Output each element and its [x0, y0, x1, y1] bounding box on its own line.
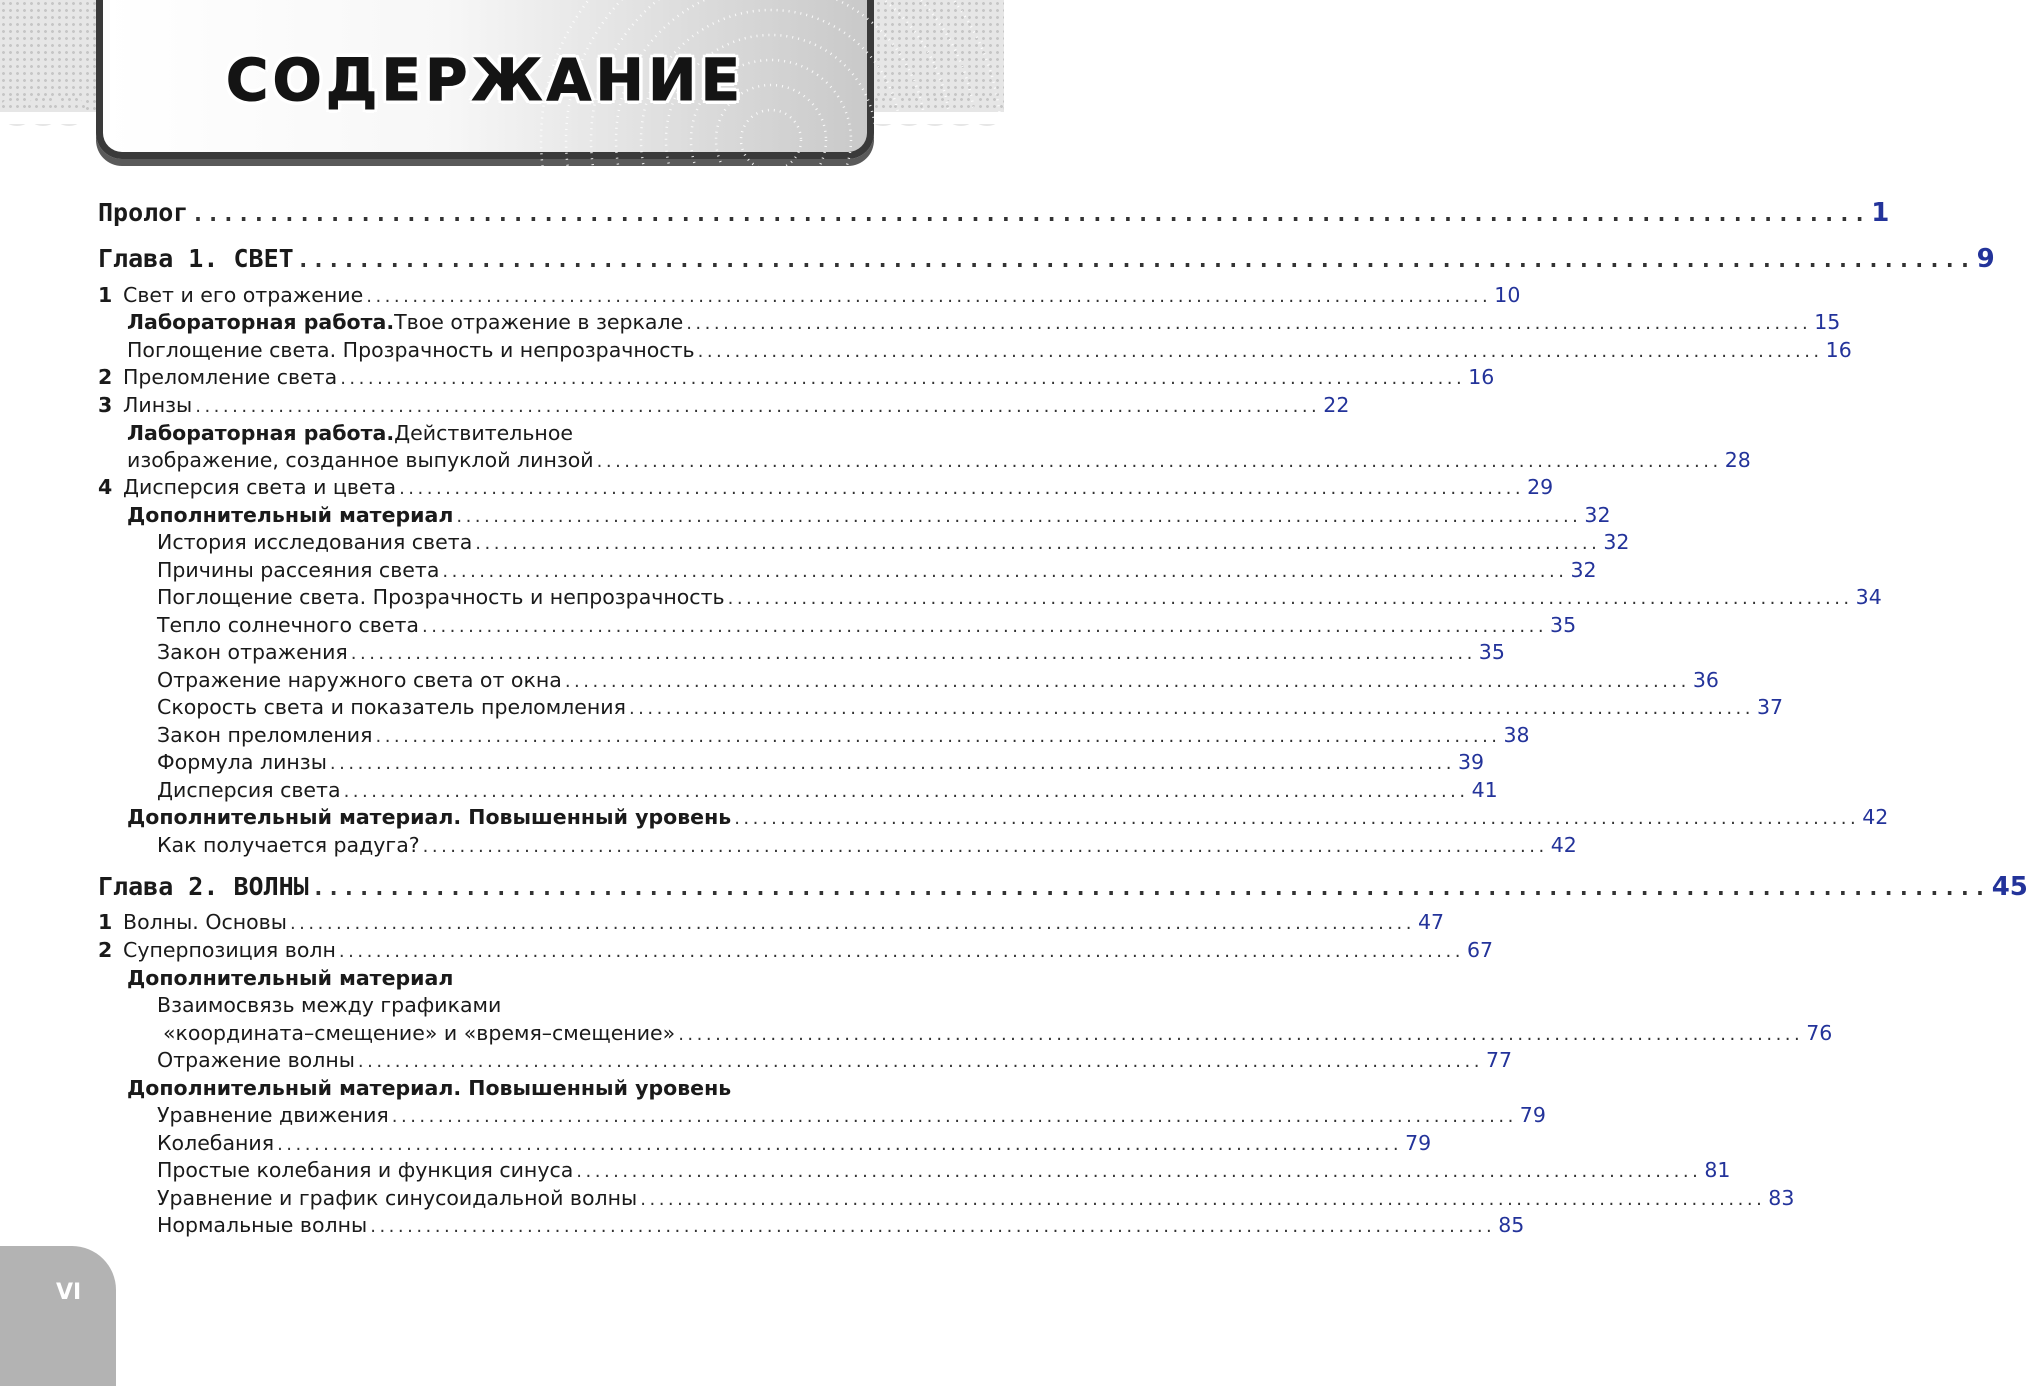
toc-page-number: 83	[1768, 1186, 1795, 1210]
toc-entry[interactable]	[127, 805, 1889, 829]
toc-entry[interactable]	[157, 1186, 1795, 1210]
toc-entry-label: Дисперсия света	[157, 778, 341, 802]
dot-leader: ..........................................................................................................................	[697, 341, 1823, 362]
dot-leader: ..........................................................................................................................	[640, 1189, 1766, 1210]
dot-leader: ..........................................................................................................................	[391, 1106, 1517, 1127]
toc-entry[interactable]	[127, 966, 855, 990]
toc-entry-label: Колебания	[157, 1131, 275, 1155]
toc-entry-label: Тепло солнечного света	[157, 613, 419, 637]
toc-entry[interactable]	[127, 503, 1611, 527]
toc-entry[interactable]	[157, 1048, 1513, 1072]
section-number: 2	[98, 365, 113, 389]
toc-page-number: 22	[1323, 393, 1350, 417]
dot-leader: ..........................................................................................................................	[399, 478, 1525, 499]
dot-leader: ..........................................................................................................................	[596, 451, 1722, 472]
toc-entry-label: Поглощение света. Прозрачность и непрозрачность	[127, 338, 695, 362]
toc-entry-label: «координата–смещение» и «время–смещение»	[163, 1021, 676, 1045]
toc-entry-label: Действительное	[394, 421, 573, 445]
dot-leader: ..........................................................................................................................	[338, 941, 1464, 962]
dot-leader: ..........................................................................................................................	[277, 1134, 1403, 1155]
toc-entry-label-bold: Лабораторная работа.	[127, 310, 395, 334]
toc-entry[interactable]	[98, 283, 1521, 307]
toc-page-number: 29	[1527, 475, 1554, 499]
dot-leader: ..........................................................................................................................	[564, 671, 1690, 692]
toc-page-number: 28	[1724, 448, 1751, 472]
toc-page-number: 39	[1457, 750, 1485, 774]
toc-entry-label-bold: Дополнительный материал	[127, 503, 454, 527]
toc-entry-label-bold: Дополнительный материал	[127, 966, 454, 990]
dot-leader: ..........................................................................................................................	[375, 726, 1501, 747]
dot-leader: ..........................................................................................................................	[442, 561, 1568, 582]
toc-entry[interactable]	[98, 910, 1445, 934]
toc-entry[interactable]	[98, 365, 1495, 389]
dot-leader: ..........................................................................................................................	[370, 1216, 1496, 1237]
page-number: VI	[56, 1280, 82, 1305]
toc-entry-label: Взаимосвязь между графиками	[157, 993, 502, 1017]
toc-entry-label: Скорость света и показатель преломления	[157, 695, 626, 719]
toc-entry[interactable]	[157, 750, 1485, 774]
dot-leader: ..............................................................................................................	[296, 248, 1974, 273]
toc-page-number: 41	[1471, 778, 1498, 802]
toc-entry[interactable]	[127, 448, 1751, 472]
toc-page-number: 85	[1498, 1213, 1525, 1237]
toc-entry-label: Отражение волны	[157, 1048, 355, 1072]
dot-leader: ..........................................................................................................................	[628, 698, 1754, 719]
toc-page-number: 35	[1478, 640, 1505, 664]
toc-entry-label: Волны. Основы	[123, 910, 287, 934]
section-number: 4	[98, 475, 113, 499]
toc-entry-label: Преломление света	[123, 365, 338, 389]
page-title: СОДЕРЖАНИЕ	[225, 46, 745, 114]
toc-entry[interactable]	[157, 585, 1882, 609]
toc-entry-label: Как получается радуга?	[157, 833, 420, 857]
toc-entry[interactable]	[157, 668, 1719, 692]
toc-entry-label: История исследования света	[157, 530, 473, 554]
toc-entry-label: Глава 2. ВОЛНЫ	[98, 872, 309, 901]
toc-entry[interactable]	[98, 938, 1494, 962]
dot-leader: ..............................................................................................................	[311, 876, 1989, 901]
toc-entry-label: Линзы	[123, 393, 193, 417]
toc-entry-label: Пролог	[98, 198, 189, 227]
dot-leader: ..............................................................................................................	[191, 202, 1869, 227]
toc-entry-label: Формула линзы	[157, 750, 327, 774]
toc-entry[interactable]	[98, 475, 1554, 499]
toc-page-number: 79	[1405, 1131, 1432, 1155]
toc-entry-label: Простые колебания и функция синуса	[157, 1158, 574, 1182]
toc-page-number: 35	[1550, 613, 1577, 637]
toc-entry[interactable]	[163, 1021, 1833, 1045]
page-number-tab	[0, 1246, 116, 1386]
toc-page-number: 34	[1855, 585, 1882, 609]
toc-entry-label: Уравнение и график синусоидальной волны	[157, 1186, 638, 1210]
toc-page-number: 67	[1466, 938, 1494, 962]
toc-entry-label: Суперпозиция волн	[123, 938, 336, 962]
toc-page-number: 32	[1570, 558, 1597, 582]
toc-entry-label-bold: Лабораторная работа.	[127, 421, 395, 445]
toc-entry[interactable]	[157, 530, 1630, 554]
toc-entry[interactable]	[157, 723, 1530, 747]
toc-page-number: 47	[1418, 910, 1445, 934]
dot-leader: ..........................................................................................................................	[357, 1051, 1483, 1072]
toc-entry-label: Уравнение движения	[157, 1103, 389, 1127]
dot-leader: ..........................................................................................................................	[366, 286, 1492, 307]
toc-entry-label: Закон отражения	[157, 640, 348, 664]
dot-leader: ..........................................................................................................................	[678, 1024, 1804, 1045]
toc-entry-label-bold: Дополнительный материал. Повышенный уровень	[127, 1076, 732, 1100]
toc-entry[interactable]	[157, 833, 1577, 857]
section-number: 3	[98, 393, 113, 417]
toc-entry[interactable]	[98, 393, 1350, 417]
toc-page-number: 76	[1806, 1021, 1833, 1045]
dot-leader: ..........................................................................................................................	[350, 643, 1476, 664]
toc-entry-label: Свет и его отражение	[123, 283, 364, 307]
toc-prolog[interactable]	[98, 198, 1890, 228]
dot-leader: ..........................................................................................................................	[329, 753, 1455, 774]
toc-entry[interactable]	[127, 1076, 855, 1100]
toc-entry-label-bold: Дополнительный материал. Повышенный уровень	[127, 805, 732, 829]
toc-page-number: 10	[1494, 283, 1521, 307]
dot-leader: ..........................................................................................................................	[456, 506, 1582, 527]
toc-entry-label: Причины рассеяния света	[157, 558, 440, 582]
toc-entry-label: Закон преломления	[157, 723, 373, 747]
toc-page-number: 77	[1485, 1048, 1513, 1072]
dot-leader: ..........................................................................................................................	[343, 781, 1469, 802]
dot-leader: ..........................................................................................................................	[340, 368, 1466, 389]
dot-leader: ..........................................................................................................................	[422, 836, 1548, 857]
toc-chapter-2[interactable]	[98, 872, 2028, 902]
toc-page-number: 79	[1519, 1103, 1546, 1127]
toc-entry-label: изображение, созданное выпуклой линзой	[127, 448, 594, 472]
dot-leader: ..........................................................................................................................	[734, 808, 1860, 829]
toc-chapter-1[interactable]	[98, 244, 1995, 274]
toc-entry-label: Глава 1. СВЕТ	[98, 244, 294, 273]
dot-leader: ..........................................................................................................................	[195, 396, 1321, 417]
toc-page-number: 15	[1814, 310, 1841, 334]
toc-entry-label: Дисперсия света и цвета	[123, 475, 397, 499]
toc-page-number: 32	[1584, 503, 1611, 527]
toc-entry[interactable]	[157, 640, 1505, 664]
toc-entry[interactable]	[127, 421, 855, 445]
dot-leader: ..........................................................................................................................	[422, 616, 1548, 637]
section-number: 2	[98, 938, 113, 962]
toc-entry[interactable]	[157, 558, 1597, 582]
toc-page-number: 42	[1862, 805, 1889, 829]
toc-entry[interactable]	[157, 778, 1498, 802]
toc-page-number: 38	[1503, 723, 1530, 747]
toc-entry[interactable]	[157, 993, 855, 1017]
toc-entry-label: Твое отражение в зеркале	[394, 310, 684, 334]
toc-entry[interactable]	[157, 613, 1577, 637]
toc-page-number: 9	[1976, 244, 1995, 274]
dot-leader: ..........................................................................................................................	[727, 588, 1853, 609]
toc-entry-label: Нормальные волны	[157, 1213, 368, 1237]
toc-entry[interactable]	[127, 338, 1852, 362]
toc-page-number: 32	[1603, 530, 1630, 554]
toc-entry[interactable]	[157, 1131, 1432, 1155]
toc-entry[interactable]	[127, 310, 1841, 334]
toc-entry-label: Отражение наружного света от окна	[157, 668, 562, 692]
toc-entry[interactable]	[157, 695, 1784, 719]
toc-page-number: 16	[1825, 338, 1852, 362]
toc-entry-label: Поглощение света. Прозрачность и непрозрачность	[157, 585, 725, 609]
toc-page-number: 1	[1871, 198, 1890, 228]
toc-page-number: 37	[1757, 695, 1784, 719]
toc-page-number: 36	[1692, 668, 1719, 692]
section-number: 1	[98, 910, 113, 934]
toc-entry[interactable]	[157, 1213, 1525, 1237]
toc-entry[interactable]	[157, 1158, 1731, 1182]
toc-entry[interactable]	[157, 1103, 1546, 1127]
toc-page-number: 81	[1704, 1158, 1731, 1182]
toc-page-number: 45	[1991, 872, 2028, 902]
dot-leader: ..........................................................................................................................	[686, 313, 1812, 334]
toc-page-number: 16	[1468, 365, 1495, 389]
dot-leader: ..........................................................................................................................	[289, 913, 1415, 934]
title-banner	[96, 0, 874, 159]
dot-leader: ..........................................................................................................................	[475, 533, 1601, 554]
dot-leader: ..........................................................................................................................	[576, 1161, 1702, 1182]
toc-page-number: 42	[1550, 833, 1577, 857]
section-number: 1	[98, 283, 113, 307]
